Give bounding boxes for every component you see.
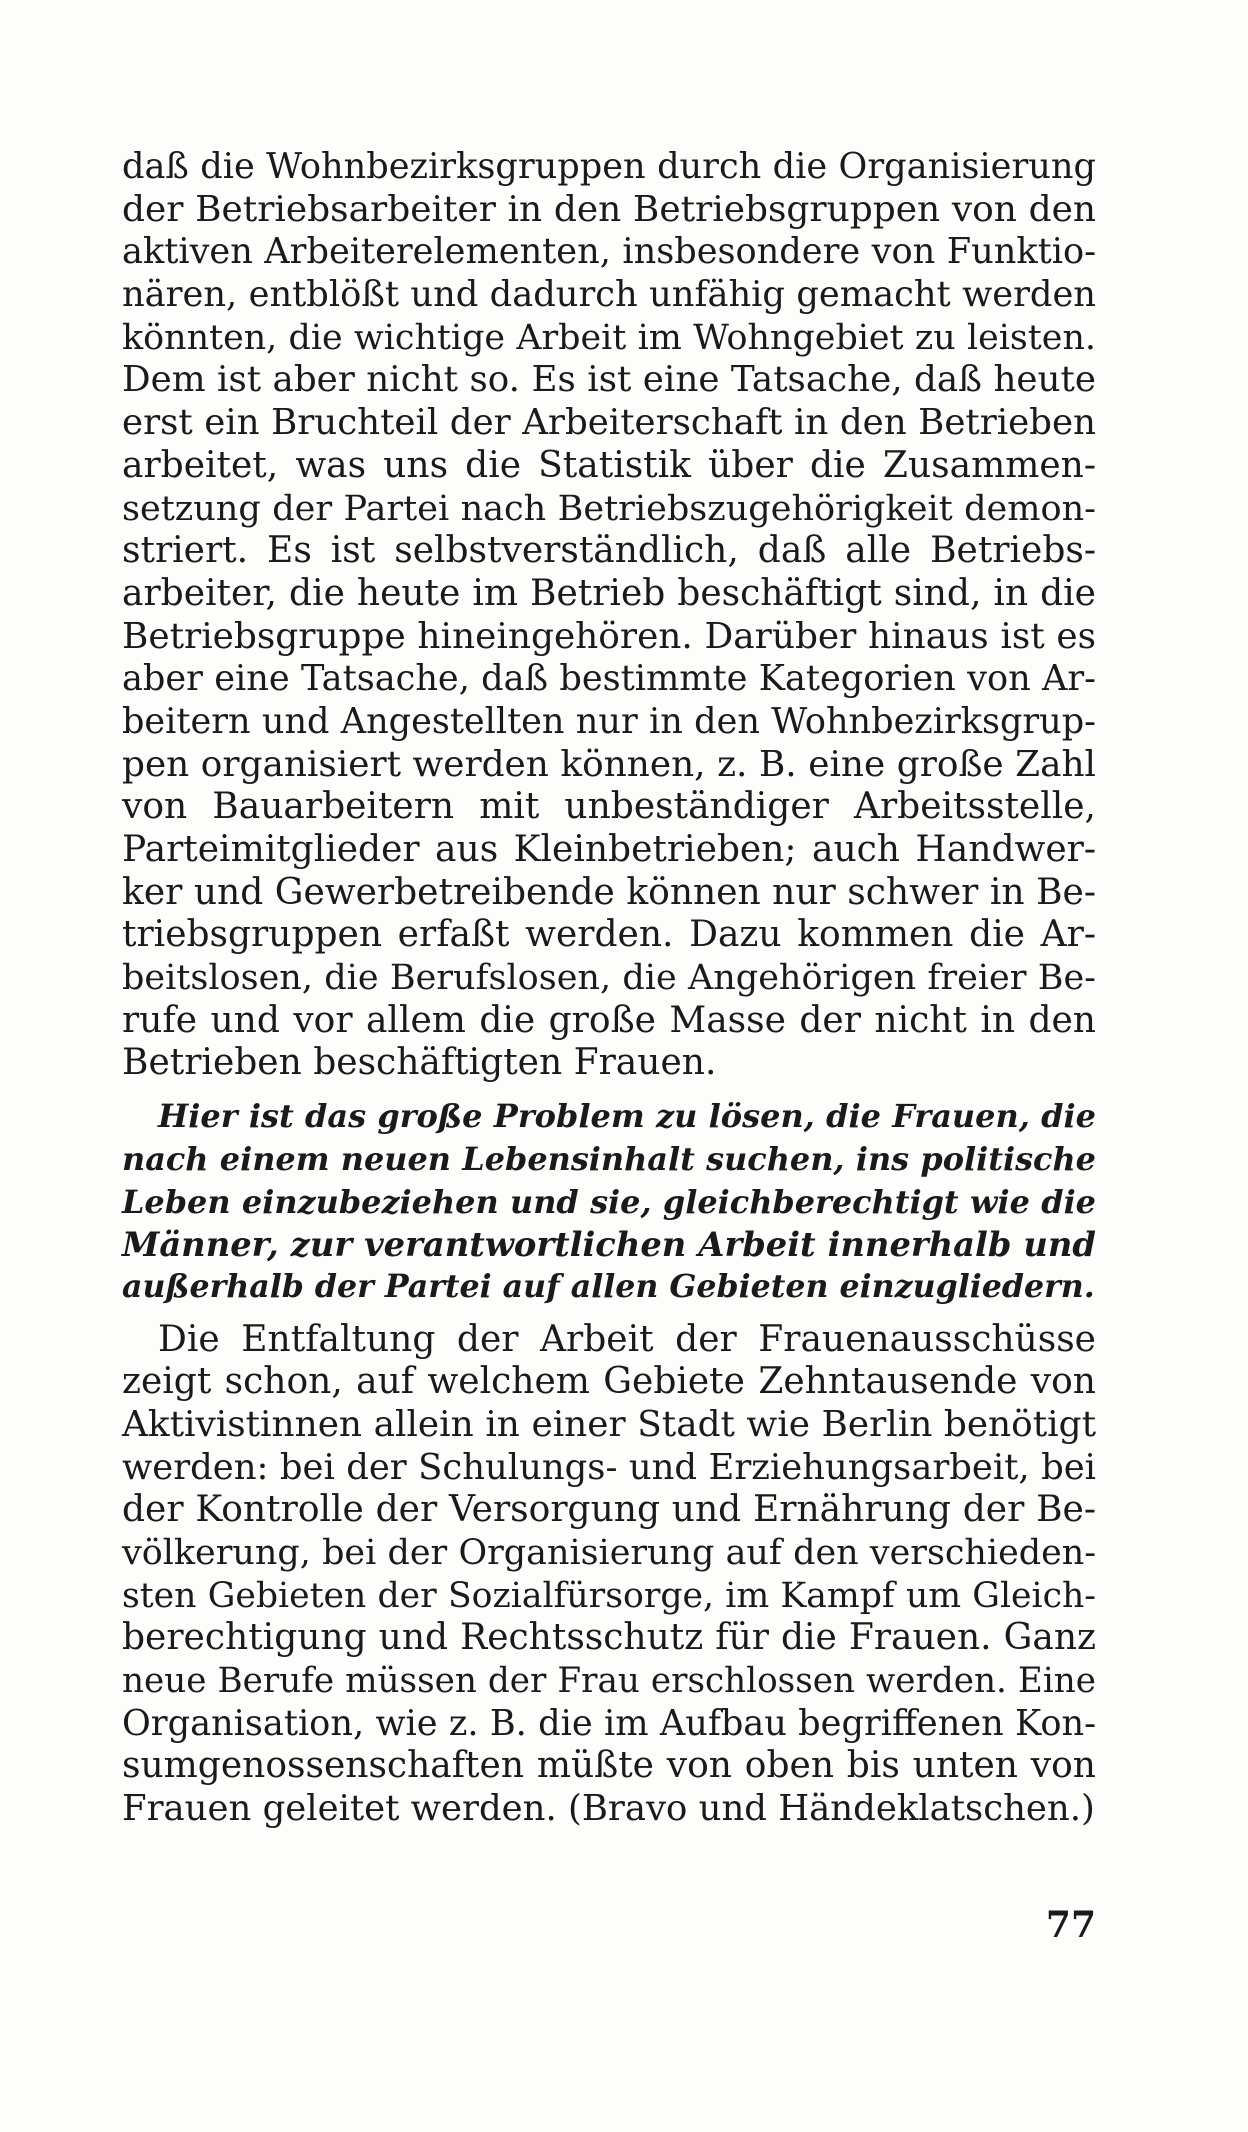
text-line: werden: bei der Schulungs- und Erziehungsarbeit, bei — [122, 1446, 1096, 1488]
text-line: Betrieben beschäftigten Frauen. — [122, 1042, 717, 1084]
paragraph-1 — [122, 146, 1096, 1085]
text-line: striert. Es ist selbstverständlich, daß alle Betriebs- — [122, 530, 1096, 572]
text-line: der Kontrolle der Versorgung und Ernährung der Be- — [122, 1489, 1096, 1531]
text-line: nach einem neuen Lebensinhalt suchen, ins politische — [122, 1139, 1096, 1178]
text-line: arbeitet, was uns die Statistik über die Zusammen- — [122, 444, 1096, 486]
text-line: zeigt schon, auf welchem Gebiete Zehntausende von — [122, 1361, 1096, 1403]
text-line: Frauen geleitet werden. (Bravo und Händeklatschen.) — [122, 1788, 1095, 1830]
text-line: Dem ist aber nicht so. Es ist eine Tatsache, daß heute — [122, 359, 1096, 401]
text-line: setzung der Partei nach Betriebszugehörigkeit demon- — [122, 487, 1096, 529]
text-line: außerhalb der Partei auf allen Gebieten einzugliedern. — [122, 1267, 1095, 1305]
text-line: sumgenossenschaften müßte von oben bis unten von — [122, 1745, 1096, 1787]
paragraph-2 — [122, 1095, 1096, 1308]
text-line: Aktivistinnen allein in einer Stadt wie Berlin benötigt — [122, 1403, 1096, 1445]
text-line: Betriebsgruppe hineingehören. Darüber hinaus ist es — [122, 615, 1096, 657]
text-line: Leben einzubeziehen und sie, gleichberechtigt wie die — [122, 1182, 1096, 1221]
text-line: aber eine Tatsache, daß bestimmte Kategorien von Ar- — [122, 658, 1096, 700]
text-line: Parteimitglieder aus Kleinbetrieben; auch Handwer- — [122, 829, 1096, 870]
text-line: könnten, die wichtige Arbeit im Wohngebiet zu leisten. — [122, 317, 1096, 358]
text-line: rufe und vor allem die große Masse der nicht in den — [122, 999, 1096, 1041]
text-line: sten Gebieten der Sozialfürsorge, im Kampf um Gleich- — [122, 1575, 1096, 1616]
text-line: triebsgruppen erfaßt werden. Dazu kommen die Ar- — [122, 914, 1096, 956]
text-line: beitslosen, die Berufslosen, die Angehörigen freier Be- — [122, 958, 1096, 999]
text-line: völkerung, bei der Organisierung auf den verschieden- — [122, 1533, 1096, 1573]
page-number: 77 — [1045, 1904, 1096, 1946]
text-line: ker und Gewerbetreibende können nur schwer in Be- — [122, 871, 1096, 913]
text-line: Hier ist das große Problem zu lösen, die Frauen, die — [158, 1097, 1096, 1136]
text-line: beitern und Angestellten nur in den Wohnbezirksgrup- — [122, 700, 1096, 742]
text-line: arbeiter, die heute im Betrieb beschäftigt sind, in die — [122, 572, 1096, 614]
text-line: von Bauarbeitern mit unbeständiger Arbeitsstelle, — [122, 786, 1096, 828]
text-line: Die Entfaltung der Arbeit der Frauenausschüsse — [158, 1318, 1096, 1360]
text-line: Organisation, wie z. B. die im Aufbau begriffenen Kon- — [122, 1702, 1096, 1744]
text-line: Männer, zur verantwortlichen Arbeit innerhalb und — [122, 1224, 1096, 1265]
text-line: neue Berufe müssen der Frau erschlossen werden. Eine — [122, 1661, 1096, 1702]
text-line: aktiven Arbeiterelementen, insbesondere von Funktio- — [122, 231, 1096, 273]
text-line: berechtigung und Rechtsschutz für die Frauen. Ganz — [122, 1617, 1096, 1659]
body-text — [122, 146, 1096, 1831]
text-line: pen organisiert werden können, z. B. eine große Zahl — [122, 743, 1096, 785]
text-line: der Betriebsarbeiter in den Betriebsgruppen von den — [122, 188, 1096, 230]
text-line: daß die Wohnbezirksgruppen durch die Organisierung — [122, 146, 1096, 187]
text-line: nären, entblößt und dadurch unfähig gemacht werden — [122, 274, 1096, 316]
paragraph-3 — [122, 1319, 1096, 1831]
text-line: erst ein Bruchteil der Arbeiterschaft in den Betrieben — [122, 402, 1096, 444]
